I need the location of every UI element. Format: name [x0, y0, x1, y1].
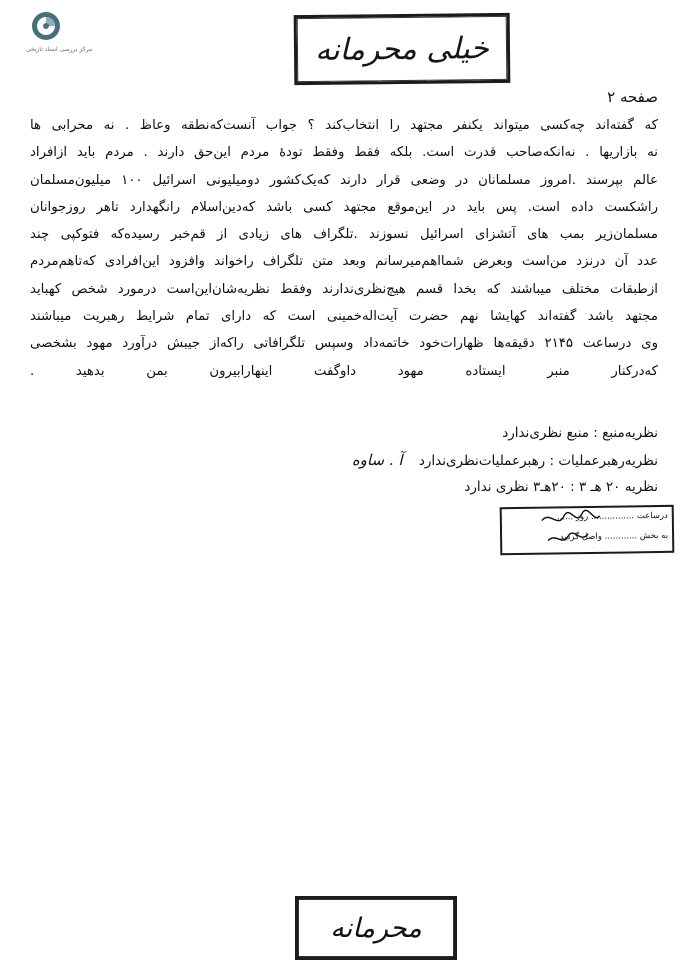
archive-emblem-icon: [30, 10, 62, 42]
classification-top-text: خیلی محرمانه: [314, 30, 490, 68]
classification-stamp-bottom: [295, 896, 457, 960]
archive-logo-caption: مرکز بررسی اسناد تاریخی: [25, 46, 93, 53]
body-line: عالم بپرسند .امروز مسلمانان در وضعی قرار دارند که‌یک‌کشور دومیلیونی اسرائیل ۱۰۰ میلیون‌مسلمان: [30, 172, 658, 188]
archive-logo: [14, 10, 104, 56]
classification-stamp-top: [294, 13, 511, 85]
handwritten-signature: آ . ساوه: [351, 451, 403, 469]
body-line: راشکست داده است. پس باید در این‌موقع مجتهد کسی باشد که‌دین‌اسلام رانگهدارد تاهر روزجوانان: [30, 199, 658, 215]
body-line: مجتهد باشد گفته‌اند کهایشا نهم حضرت آیت‌اله‌خمینی است که دارای تمام شرایط رهبریت میباشند: [30, 309, 658, 325]
body-line: که گفته‌اند چه‌کسی میتواند یکنفر مجتهد را انتخاب‌کند ؟ جواب آنست‌که‌نطقه وعاظ . نه محرابی ها: [30, 118, 658, 133]
report-body: [30, 112, 658, 385]
head-opinion-row: [180, 447, 658, 474]
body-line: مسلمان‌زیر بمب های آتشزای اسرائیل نسوزند .تلگراف های زیادی از قم‌خبر رسیده‌که فتوکپی چند: [30, 227, 658, 243]
body-line: عدد آن درنزد من‌است وبعرض شمااهم‌میرسانم وبعد متن تلگراف راخواند وافزود این‌افرادی که‌تاهم‌مردم: [30, 254, 658, 270]
body-line: وی درساعت ۲۱۴۵ دقیقه‌ها ظهارات‌خود خاتمه‌داد وسپس تلگرافاتی راکه‌از جیبش درآورد مهود بشخصی: [30, 336, 658, 352]
body-line: نه بازاریها . نه‌انکه‌صاحب قدرت است. بلکه فقط وفقط تودهٔ مردم این‌حق دارند . مردم باید ازافراد: [30, 145, 658, 161]
opinion-20: نظریه ۲۰ هـ ۳ : ۲۰هـ۳ نظری ندارد: [464, 479, 658, 495]
opinions-block: [180, 420, 658, 501]
received-time-line: درساعت ................ روز ......: [556, 510, 668, 523]
body-line: ازطبقات مختلف میباشند که بخدا قسم هیچ‌نظری‌ندارند وفقط نظریه‌شان‌این‌است درمورد شخص کهباید: [30, 281, 658, 297]
source-opinion: نظریه‌منبع : منبع نظری‌ندارد: [502, 425, 658, 441]
head-opinion: نظریه‌رهبرعملیات : رهبرعملیات‌نظری‌ندارد: [418, 453, 658, 469]
page-number: صفحه ۲: [607, 88, 658, 106]
classification-bottom-text: محرمانه: [330, 912, 422, 944]
received-section-line: به بخش ............ واصل گردید: [559, 530, 669, 543]
received-stamp: [500, 505, 675, 555]
body-line: که‌درکنار منبر ایستاده مهود داوگفت اینهارابیرون بمن بدهید .: [30, 363, 658, 379]
